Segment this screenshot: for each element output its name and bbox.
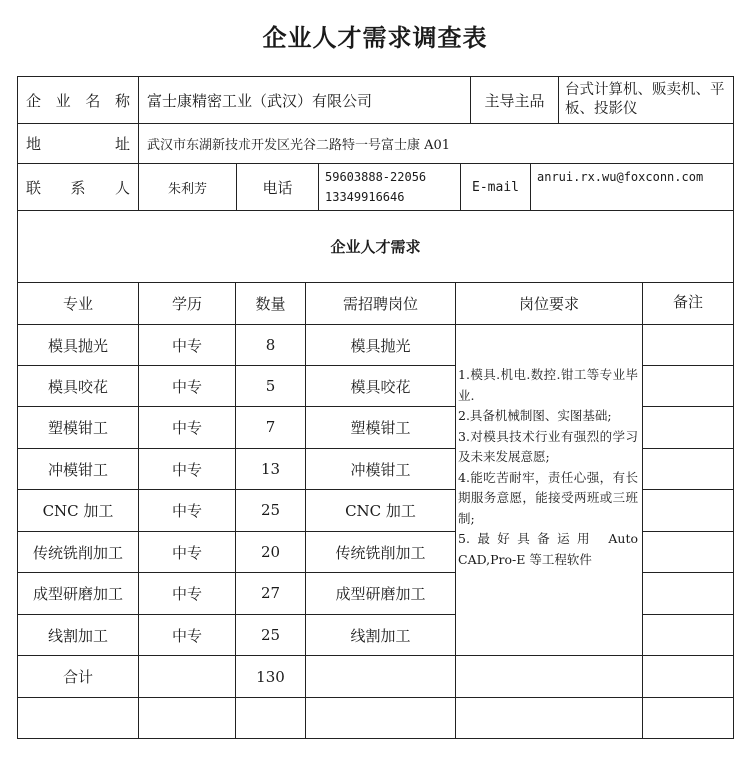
cell-count: 8 (265, 336, 276, 354)
cell-position: 线割加工 (350, 626, 411, 645)
email-value: anrui.rx.wu@foxconn.com (537, 170, 704, 184)
requirement-item: 3.对模具技术行业有强烈的学习及未来发展意愿; (458, 428, 638, 464)
requirement-item: 1.模具.机电.数控.钳工等专业毕业. (458, 367, 638, 403)
requirement-item: 5.最好具备运用 Auto CAD,Pro-E 等工程软件 (458, 531, 638, 567)
total-count: 130 (256, 667, 285, 686)
cell-count: 7 (265, 418, 276, 436)
table-line (17, 738, 734, 739)
table-line (642, 489, 734, 490)
total-label: 合计 (62, 668, 93, 686)
cell-position: 成型研磨加工 (335, 584, 426, 603)
cell-position: 模具咬花 (350, 377, 411, 396)
requirement-item: 2.具备机械制图、实图基础; (458, 408, 612, 423)
label-char: 企 (26, 91, 42, 110)
cell-position: CNC 加工 (345, 501, 416, 520)
table-line (642, 448, 734, 449)
cell-edu: 中专 (171, 460, 202, 479)
label-char: 业 (55, 91, 71, 110)
company-name-value: 富士康精密工业（武汉）有限公司 (147, 91, 373, 110)
requirement-item: 4.能吃苦耐牢，责任心强，有长期服务意愿，能接受两班或三班制; (458, 469, 638, 526)
table-line (17, 697, 734, 698)
cell-position: 传统铣削加工 (335, 543, 426, 562)
table-line (733, 76, 734, 738)
cell-edu: 中专 (171, 336, 202, 355)
cell-count: 25 (260, 626, 281, 644)
table-line (642, 365, 734, 366)
cell-edu: 中专 (171, 377, 202, 396)
label-char: 地 (26, 135, 42, 153)
label-char: 址 (114, 135, 130, 153)
cell-major: 塑模钳工 (47, 418, 108, 437)
cell-edu: 中专 (171, 501, 202, 520)
label-char: 系 (70, 178, 86, 197)
cell-major: CNC 加工 (42, 501, 114, 520)
page-title: 企业人才需求调查表 (262, 24, 488, 52)
phone-values (319, 164, 460, 210)
table-line (642, 572, 734, 573)
cell-count: 20 (260, 543, 281, 561)
column-header: 备注 (672, 292, 703, 311)
table-line (455, 282, 456, 738)
address-value: 武汉市东湖新技朮开发区光谷二路特一号富士康 A01 (147, 138, 451, 153)
company-name-label (18, 77, 138, 123)
main-product-label: 主导主品 (484, 91, 545, 110)
contact-value: 朱利芳 (167, 181, 207, 197)
table-line (642, 531, 734, 532)
label-char: 人 (114, 178, 130, 197)
column-header: 学历 (171, 295, 202, 313)
column-header: 需招聘岗位 (342, 295, 418, 313)
phone-label: 电话 (262, 178, 293, 197)
cell-position: 冲模钳工 (350, 460, 411, 479)
cell-major: 线割加工 (47, 626, 108, 645)
column-header: 专业 (62, 295, 93, 313)
main-product-value: 台式计算机、贩卖机、平板、投影仪 (565, 82, 725, 117)
table-line (642, 614, 734, 615)
cell-major: 传统铣削加工 (32, 543, 123, 562)
cell-major: 成型研磨加工 (32, 584, 123, 603)
cell-count: 5 (265, 377, 276, 395)
table-line (642, 282, 643, 738)
cell-major: 模具抛光 (47, 336, 108, 355)
column-header: 岗位要求 (518, 295, 579, 313)
phone-number: 59603888-22056 (325, 170, 427, 184)
label-char: 称 (114, 91, 130, 110)
cell-edu: 中专 (171, 584, 202, 603)
cell-edu: 中专 (171, 543, 202, 562)
label-char: 名 (85, 91, 101, 110)
cell-position: 塑模钳工 (350, 418, 411, 437)
email-label: E-mail (472, 179, 519, 195)
table-line (642, 406, 734, 407)
phone-number: 13349916646 (325, 190, 405, 204)
contact-label (18, 164, 138, 210)
cell-position: 模具抛光 (350, 336, 411, 355)
address-label (18, 124, 138, 163)
cell-count: 27 (260, 584, 281, 602)
label-char: 联 (26, 178, 42, 197)
cell-edu: 中专 (171, 418, 202, 437)
cell-count: 25 (260, 501, 281, 519)
cell-major: 模具咬花 (47, 377, 108, 396)
cell-edu: 中专 (171, 626, 202, 645)
cell-major: 冲模钳工 (47, 460, 108, 479)
section-title: 企业人才需求 (330, 238, 421, 256)
requirements-text (458, 365, 638, 570)
cell-count: 13 (260, 460, 281, 478)
column-header: 数量 (255, 295, 286, 313)
